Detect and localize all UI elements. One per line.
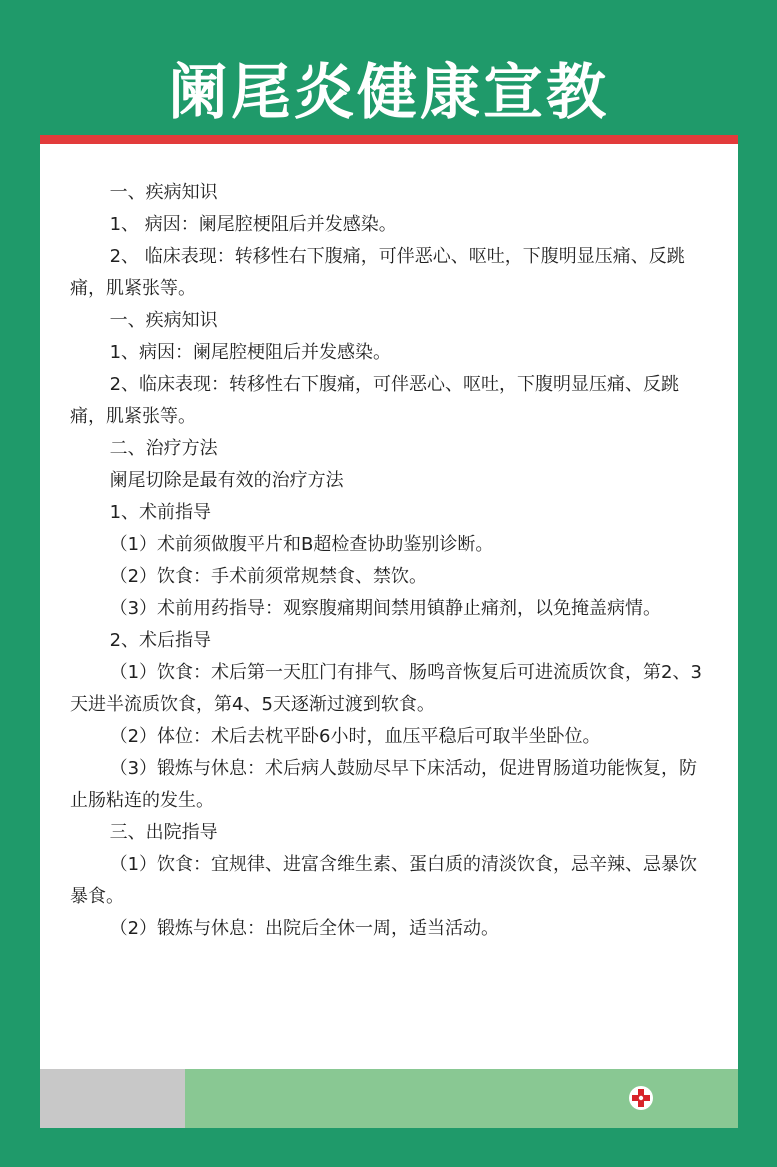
content-panel bbox=[40, 135, 738, 1128]
section-heading-1: 一、疾病知识 bbox=[109, 182, 218, 203]
paragraph-postop-1: （1）饮食：术后第一天肛门有排气、肠鸣音恢复后可进流质饮食，第2、3天进半流质饮食，第4、5天逐渐过渡到软食。 bbox=[70, 662, 702, 715]
footer-gray-block bbox=[40, 1069, 185, 1128]
footer-green-block bbox=[185, 1069, 738, 1128]
paragraph-preop-1: （1）术前须做腹平片和B超检查协助鉴别诊断。 bbox=[109, 534, 494, 555]
footer-bar bbox=[40, 1069, 738, 1128]
paragraph-symptoms-2: 2、临床表现：转移性右下腹痛，可伴恶心、呕吐，下腹明显压痛、反跳痛，肌紧张等。 bbox=[70, 374, 680, 427]
red-top-bar bbox=[40, 135, 738, 144]
subheading-postop: 2、术后指导 bbox=[109, 630, 212, 651]
paragraph-discharge-2: （2）锻炼与休息：出院后全休一周，适当活动。 bbox=[109, 918, 500, 939]
paragraph-discharge-1: （1）饮食：宜规律、进富含维生素、蛋白质的清淡饮食，忌辛辣、忌暴饮暴食。 bbox=[70, 854, 698, 907]
paragraph-treatment: 阑尾切除是最有效的治疗方法 bbox=[109, 470, 344, 491]
section-heading-3: 三、出院指导 bbox=[109, 822, 218, 843]
section-heading-2: 二、治疗方法 bbox=[109, 438, 218, 459]
paragraph-postop-2: （2）体位：术后去枕平卧6小时，血压平稳后可取半坐卧位。 bbox=[109, 726, 601, 747]
content-body bbox=[70, 177, 712, 945]
paragraph-preop-2: （2）饮食：手术前须常规禁食、禁饮。 bbox=[109, 566, 428, 587]
paragraph-symptoms-1: 2、 临床表现：转移性右下腹痛，可伴恶心、呕吐，下腹明显压痛、反跳痛，肌紧张等。 bbox=[70, 246, 685, 299]
section-heading-1-repeat: 一、疾病知识 bbox=[109, 310, 218, 331]
paragraph-postop-3: （3）锻炼与休息：术后病人鼓励尽早下床活动，促进胃肠道功能恢复，防止肠粘连的发生。 bbox=[70, 758, 698, 811]
medical-cross-icon bbox=[628, 1085, 654, 1111]
paragraph-cause-1: 1、 病因：阑尾腔梗阻后并发感染。 bbox=[109, 214, 397, 235]
page-title: 阑尾炎健康宣教 bbox=[168, 58, 609, 128]
paragraph-preop-3: （3）术前用药指导：观察腹痛期间禁用镇静止痛剂，以免掩盖病情。 bbox=[109, 598, 662, 619]
subheading-preop: 1、术前指导 bbox=[109, 502, 212, 523]
paragraph-cause-2: 1、病因：阑尾腔梗阻后并发感染。 bbox=[109, 342, 392, 363]
